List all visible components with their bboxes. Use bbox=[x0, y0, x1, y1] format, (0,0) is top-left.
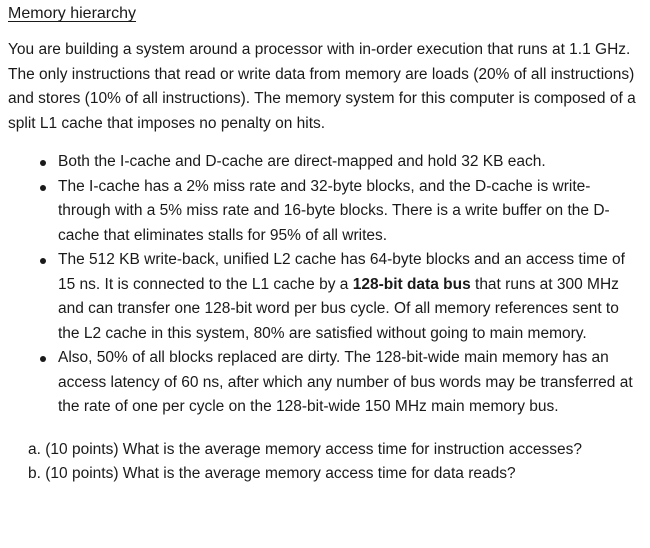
section-heading: Memory hierarchy bbox=[8, 5, 137, 22]
question-text: (10 points) What is the average memory access time for data reads? bbox=[45, 465, 516, 482]
question-text: (10 points) What is the average memory access time for instruction accesses? bbox=[45, 440, 582, 458]
bullet-dot-icon bbox=[40, 185, 46, 191]
bullet-dot-icon bbox=[40, 258, 46, 264]
bullet-item-main-memory bbox=[38, 346, 642, 420]
spec-bullet-list bbox=[8, 150, 642, 420]
bullet-text: The I-cache has a 2% miss rate and 32-byte blocks, and the D-cache is write-through with a 5% miss rate and 16-byte blocks. There is a write buffer on the D-cache that eliminates stalls for 95% of all writes. bbox=[58, 177, 610, 244]
question-b bbox=[28, 462, 642, 487]
question-label: b. bbox=[28, 465, 41, 482]
bullet-dot-icon bbox=[40, 160, 46, 166]
bullet-item-miss-rates bbox=[38, 175, 642, 249]
bullet-text-bold: 128-bit data bus bbox=[352, 275, 471, 293]
bullet-item-l2-cache bbox=[38, 248, 642, 346]
bullet-text: Both the I-cache and D-cache are direct-mapped and hold 32 KB each. bbox=[58, 153, 546, 170]
bullet-text-after: that runs at 300 MHz and can transfer one 128-bit word per bus cycle. Of all memory references sent to the L2 cache in this system, 80% are satisfied without going to main memory. bbox=[58, 275, 619, 342]
question-a bbox=[28, 438, 642, 463]
intro-paragraph: You are building a system around a processor with in-order execution that runs at 1.1 GHz. The only instructions that read or write data from memory are loads (20% of all instructions) and stores (10% of all instructions). The memory system for this computer is composed of a split L1 cache that imposes no penalty on hits. bbox=[8, 41, 636, 132]
question-label: a. bbox=[28, 440, 41, 458]
question-list bbox=[28, 438, 642, 487]
bullet-text-before: The 512 KB write-back, unified L2 cache has 64-byte blocks and an access time of 15 ns. It is connected to the L1 cache by a bbox=[58, 251, 625, 293]
bullet-dot-icon bbox=[40, 356, 46, 362]
bullet-item-caches bbox=[38, 150, 642, 175]
bullet-text: Also, 50% of all blocks replaced are dirty. The 128-bit-wide main memory has an access latency of 60 ns, after which any number of bus words may be transferred at the rate of one per cycle on the 128-bit-wide 150 MHz main memory bus. bbox=[58, 349, 633, 415]
